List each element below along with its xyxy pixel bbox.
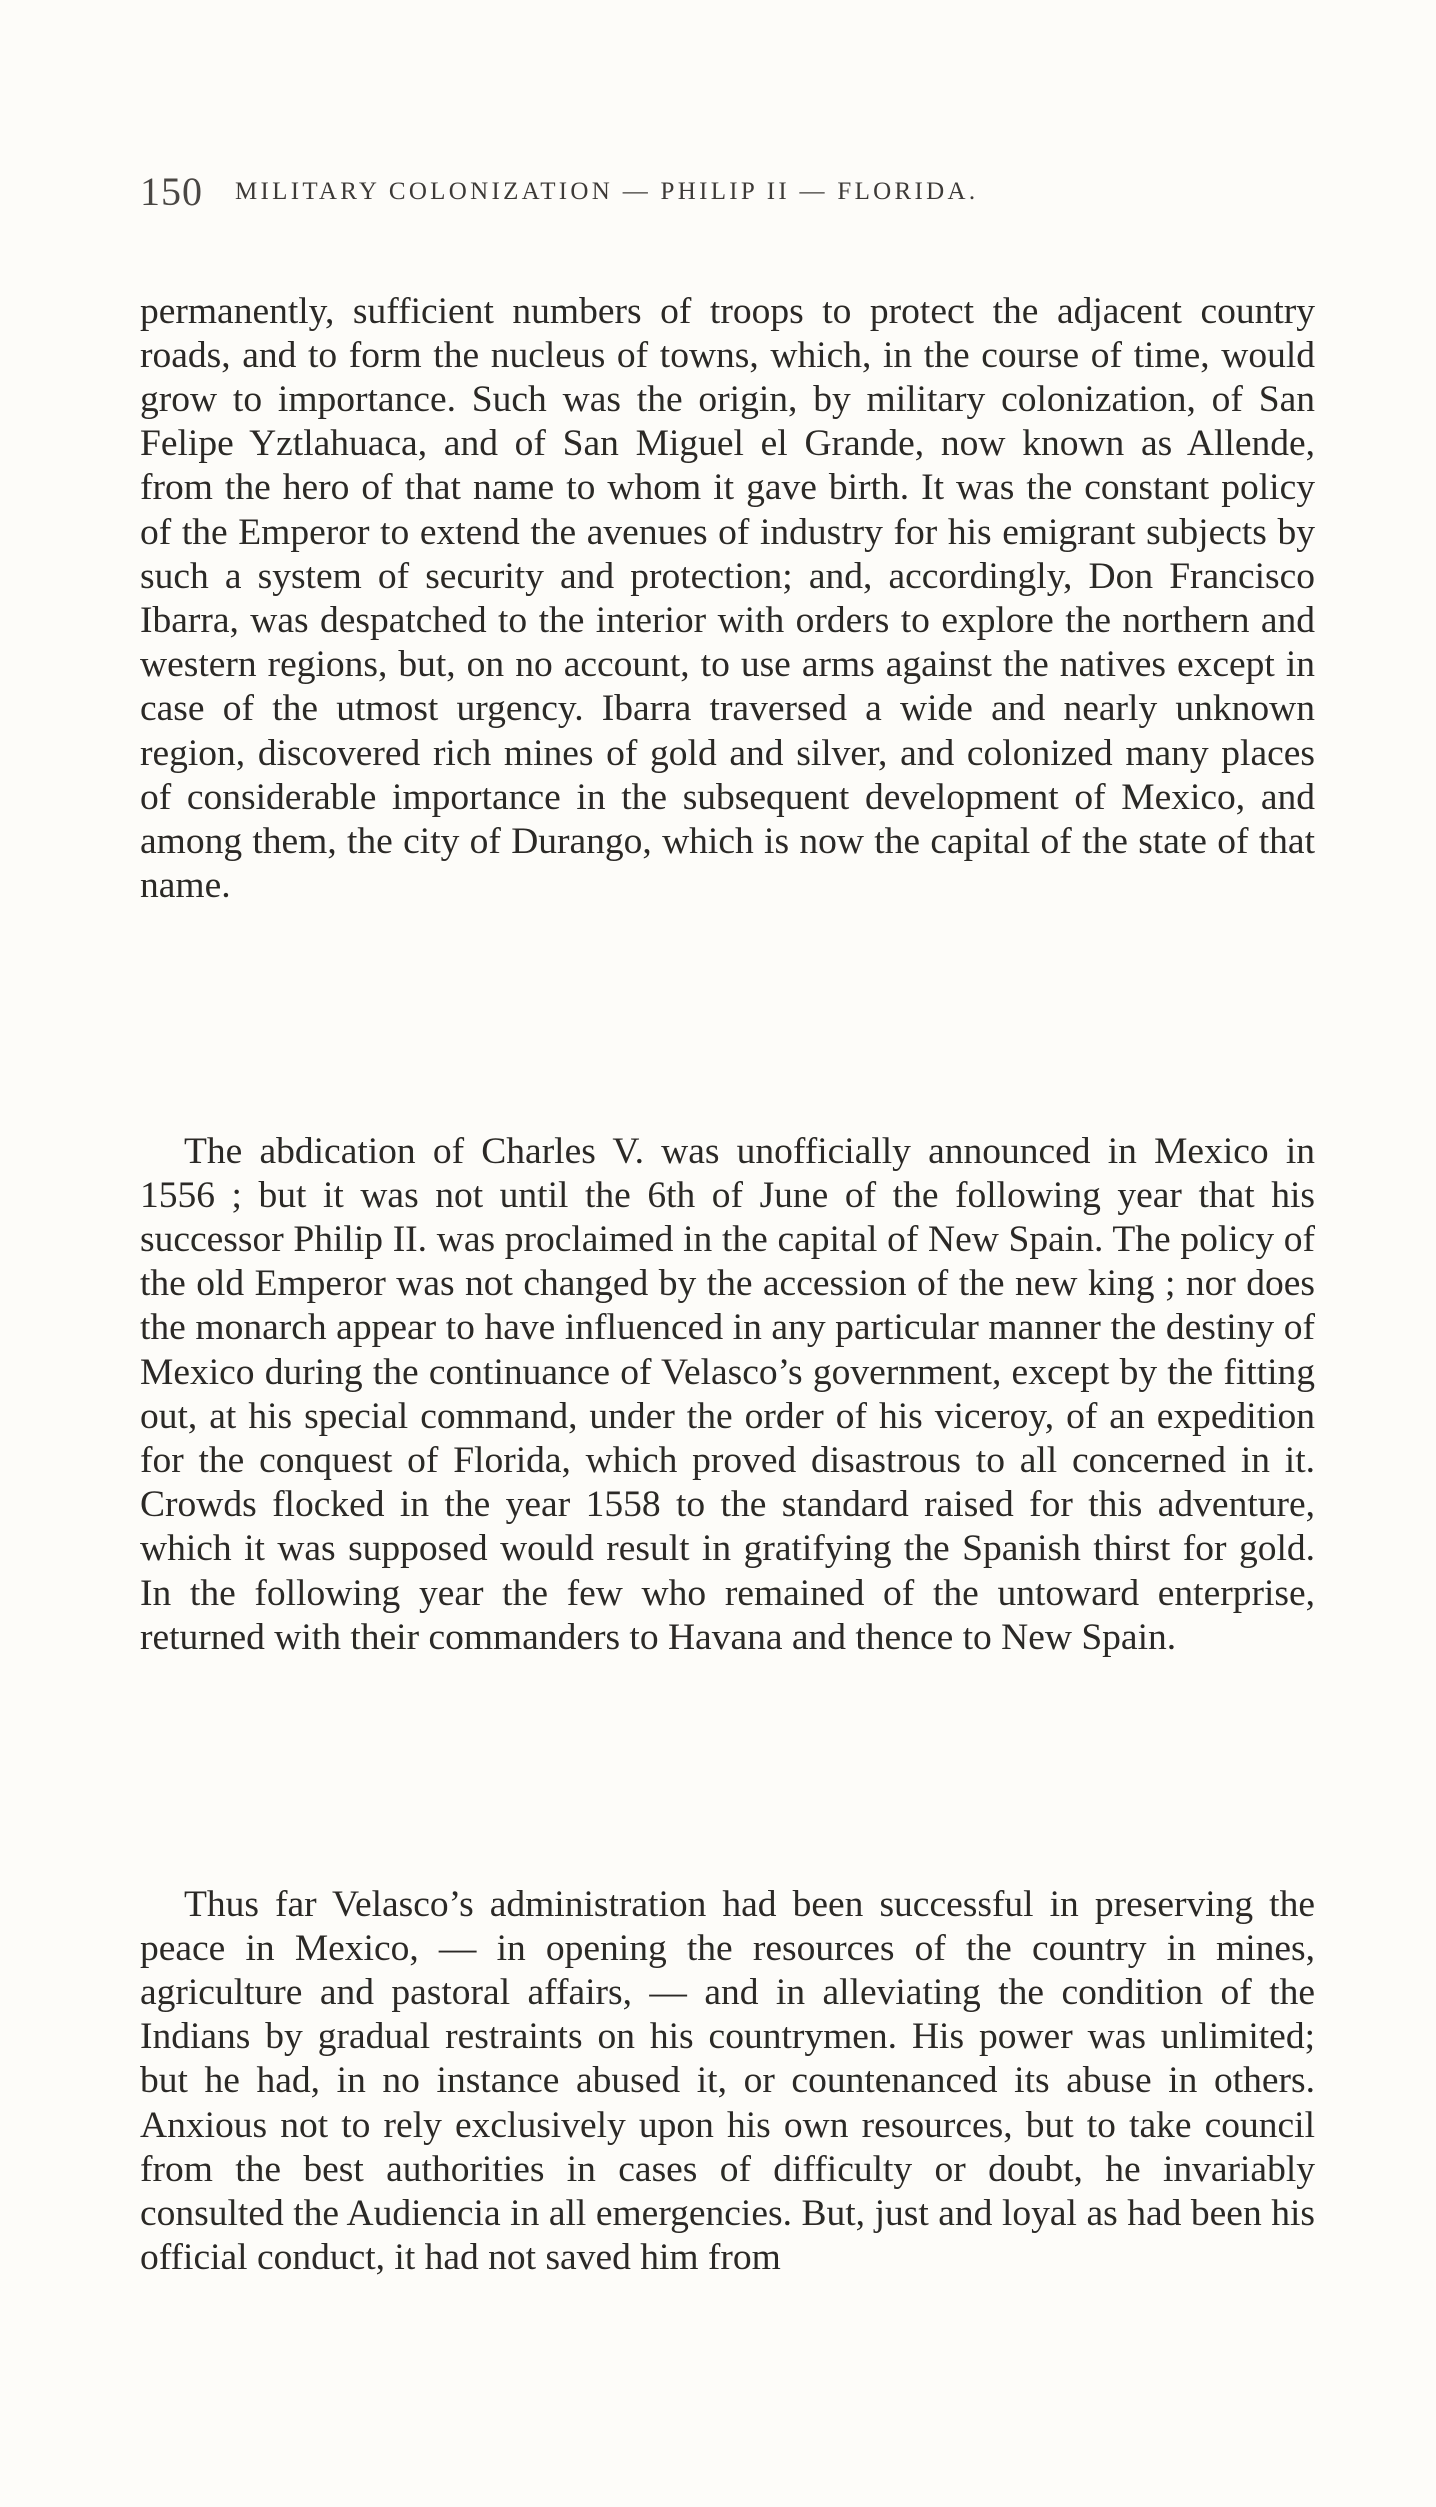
paragraph-1: permanently, sufficient numbers of troops to protect the adjacent country roads, and to form the nucleus of towns, which, in the course of time, would grow to importance. Such was the origin, by military colonization, of San Felipe Yztlahuaca, and of San Miguel el Grande, now known as Allende, from the hero of that name to whom it gave birth. It was the constant policy of the Emperor to extend the avenues of industry for his emigrant subjects by such a system of security and protection; and, accordingly, Don Francisco Ibarra, was despatched to the interior with orders to explore the northern and western regions, but, on no account, to use arms against the natives except in case of the utmost urgency. Ibarra traversed a wide and nearly unknown region, discovered rich mines of gold and silver, and colonized many places of considerable importance in the subsequent development of Mexico, and among them, the city of Durango, which is now the capital of the state of that name. [140,290,1315,907]
paragraph-3: Thus far Velasco’s administration had been successful in preserving the peace in Mexico, — in opening the resources of the country in mines, agriculture and pastoral affairs, — and in alleviating the condition of the Indians by gradual restraints on his countrymen. His power was unlimited; but he had, in no instance abused it, or countenanced its abuse in others. Anxious not to rely exclusively upon his own resources, but to take council from the best authorities in cases of difficulty or doubt, he invariably consulted the Audiencia in all emergencies. But, just and loyal as had been his official conduct, it had not saved him from [140,1883,1315,2279]
page-number: 150 [140,169,203,214]
running-head [140,168,1315,218]
paragraph-2: The abdication of Charles V. was unofficially announced in Mexico in 1556 ; but it was not until the 6th of June of the following year that his successor Philip II. was proclaimed in the capital of New Spain. The policy of the old Emperor was not changed by the accession of the new king ; nor does the monarch appear to have influenced in any particular manner the destiny of Mexico during the continuance of Velasco’s government, except by the fitting out, at his special command, under the order of his viceroy, of an expedition for the conquest of Florida, which proved disastrous to all concerned in it. Crowds flocked in the year 1558 to the standard raised for this adventure, which it was supposed would result in gratifying the Spanish thirst for gold. In the following year the few who remained of the untoward enterprise, returned with their commanders to Havana and thence to New Spain. [140,1130,1315,1658]
running-title: MILITARY COLONIZATION — PHILIP II — FLORIDA. [235,178,979,205]
